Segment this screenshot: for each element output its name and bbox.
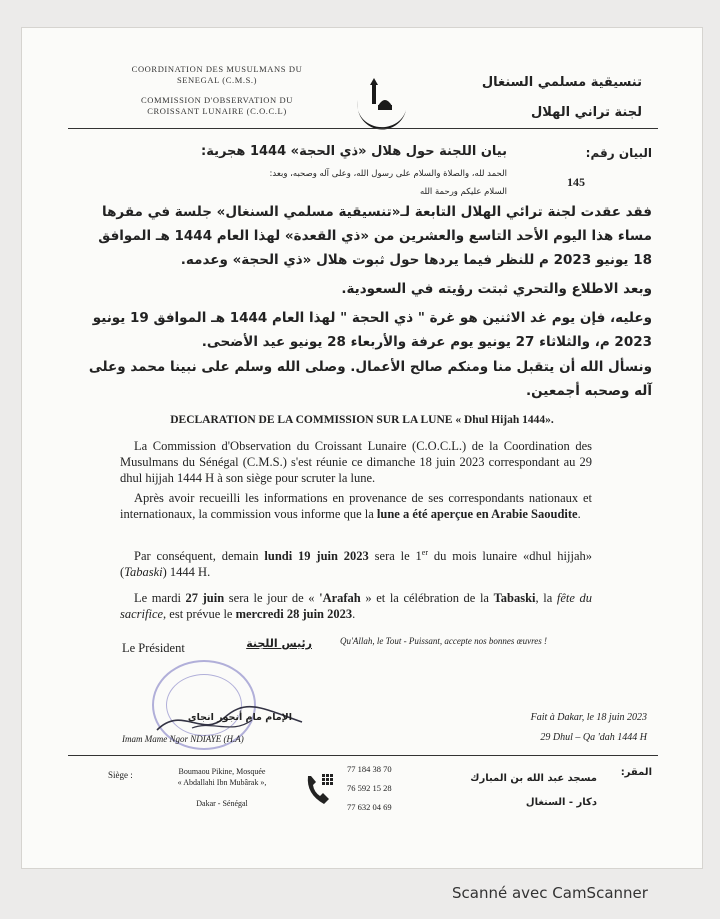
fr-address xyxy=(152,766,292,809)
address-line-1: Boumaou Pikine, Mosquée xyxy=(178,767,266,776)
ar-address-2: دكار - السنغال xyxy=(525,797,597,808)
fr-paragraph-4 xyxy=(120,590,592,622)
phone-2: 76 592 15 28 xyxy=(347,783,392,793)
fr-paragraph-1: La Commission d'Observation du Croissant Lunaire (C.O.C.L.) de la Coordination des Musulmans du Sénégal (C.M.S.) s'est réunie ce dimanche 18 juin 2023 correspondant au 29 dhul hijjah 1444 H à son siège pour scruter la lune. xyxy=(120,439,592,485)
phone-icon xyxy=(302,770,336,810)
ar-siege-label: المقر: xyxy=(620,767,652,778)
signer-ar: الإمام مام أنجور انجاي xyxy=(187,712,292,723)
commission-line-2: CROISSANT LUNAIRE (C.O.C.L) xyxy=(147,106,287,116)
fr-p4-a: Le mardi xyxy=(134,591,186,605)
org-ar-name: تنسيقية مسلمي السنغال xyxy=(481,75,642,90)
fr-p3-text-d: du mois lunaire «dhul hijjah» ( xyxy=(120,549,592,580)
ar-paragraph-4: ونسأل الله أن يتقبل منا ومنكم صالح الأعمال. وصلى الله وسلم على نبينا محمد وعلى آله وصحبه أجمعين. xyxy=(88,359,652,399)
fr-p3-sup: er xyxy=(421,548,428,557)
header-fr-organization xyxy=(92,64,342,117)
ar-title: بيان اللجنة حول هلال «ذي الحجة» 1444 هجرية: xyxy=(201,144,507,159)
org-line-2: SENEGAL (C.M.S.) xyxy=(176,75,258,85)
fr-title: DECLARATION DE LA COMMISSION SUR LA LUNE « Dhul Hijah 1444». xyxy=(170,414,554,426)
ar-basmala: الحمد لله، والصلاة والسلام على رسول الله، وعلى آله وصحبه، وبعد: xyxy=(269,169,507,179)
phone-3: 77 632 04 69 xyxy=(347,802,392,812)
org-line-1: COORDINATION DES MUSULMANS DU xyxy=(131,64,303,74)
phone-numbers xyxy=(347,760,427,817)
commission-line-1: COMMISSION D'OBSERVATION DU xyxy=(141,95,293,105)
commission-ar-name: لجنة تراني الهلال xyxy=(530,105,642,120)
document-page xyxy=(22,28,702,868)
camscanner-watermark: Scanné avec CamScanner xyxy=(452,884,648,902)
fr-p3-date: lundi 19 juin 2023 xyxy=(264,549,369,564)
fr-p4-h: fête du sacrifice xyxy=(120,591,592,621)
fr-p4-e: » et la célébration de la xyxy=(360,591,494,605)
fr-paragraph-2 xyxy=(120,490,592,522)
ar-paragraph-3: وعليه، فإن يوم غد الاثنين هو غرة " ذي الحجة " لهذا العام 1444 هـ الموافق 19 يونيو 2023 م، والثلاثاء 27 يونيو يوم عرفة والأربعاء 28 يونيو عيد الأضحى. xyxy=(92,310,652,350)
phone-1: 77 184 38 70 xyxy=(347,764,392,774)
ref-label: البيان رقم: xyxy=(585,146,652,160)
made-at-date: Fait à Dakar, le 18 juin 2023 xyxy=(530,712,647,723)
address-line-2: « Abdallahi Ibn Mubârak », xyxy=(177,778,267,787)
ar-address xyxy=(422,767,597,815)
footer-divider xyxy=(68,755,658,756)
ar-paragraph-1: فقد عقدت لجنة ترائي الهلال التابعة لـ«تنسيقية مسلمي السنغال» جلسة في مقرها مساء هذا اليوم الأحد التاسع والعشرين من «ذي القعدة» لهذا العام 1444 هـ الموافق 18 يونيو 2023 م للنظر فيما يردها حول ثبوت هلال «ذي الحجة» وعدمه. xyxy=(98,204,652,268)
crescent-mosque-logo-icon xyxy=(348,76,412,132)
fr-p4-i: , est prévue le xyxy=(163,607,236,621)
fr-p4-b: 27 juin xyxy=(185,591,225,605)
invocation: Qu'Allah, le Tout - Puissant, accepte nos bonnes œuvres ! xyxy=(340,636,547,646)
hijri-date: 29 Dhul – Qa 'dah 1444 H xyxy=(540,732,647,743)
fr-p3-text-a: Par conséquent, demain xyxy=(134,549,265,564)
signer-name: Imam Mame Ngor NDIAYE (H.A) xyxy=(122,734,244,744)
fr-p4-g: , la xyxy=(535,591,557,605)
siege-label: Siège : xyxy=(108,770,133,780)
ref-number: 145 xyxy=(567,175,585,189)
ar-address-1: مسجد عبد الله بن المبارك xyxy=(470,773,597,784)
fr-paragraph-3 xyxy=(120,545,592,580)
fr-p4-c: sera le jour de « xyxy=(224,591,320,605)
fr-p2-text-a: Après avoir recueilli les informations en provenance de ses correspondants nationaux et internationaux, la commission vous informe que la xyxy=(120,491,592,521)
ar-paragraph-2: وبعد الاطلاع والتحري ثبتت رؤيته في السعودية. xyxy=(341,281,652,297)
fr-p4-j: mercredi 28 juin 2023 xyxy=(235,607,353,621)
fr-p3-tabaski: Tabaski xyxy=(124,565,163,580)
address-line-3: Dakar - Sénégal xyxy=(196,799,248,808)
header-ar-organization xyxy=(442,68,642,128)
fr-p4-k: . xyxy=(352,607,356,621)
fr-p3-text-c: sera le 1 xyxy=(368,549,422,564)
fr-p2-emphasis: lune a été aperçue en Arabie Saoudite xyxy=(376,507,578,521)
president-ar-label: رئيس اللجنة xyxy=(246,637,312,650)
fr-p4-f: Tabaski xyxy=(493,591,536,605)
fr-p3-text-f: ) 1444 H. xyxy=(162,565,211,580)
president-label: Le Président xyxy=(122,641,185,655)
header-divider xyxy=(68,128,658,129)
fr-p4-d: 'Arafah xyxy=(319,591,361,605)
fr-p2-text-c: . xyxy=(577,507,581,521)
ar-salam: السلام عليكم ورحمة الله xyxy=(419,187,507,197)
